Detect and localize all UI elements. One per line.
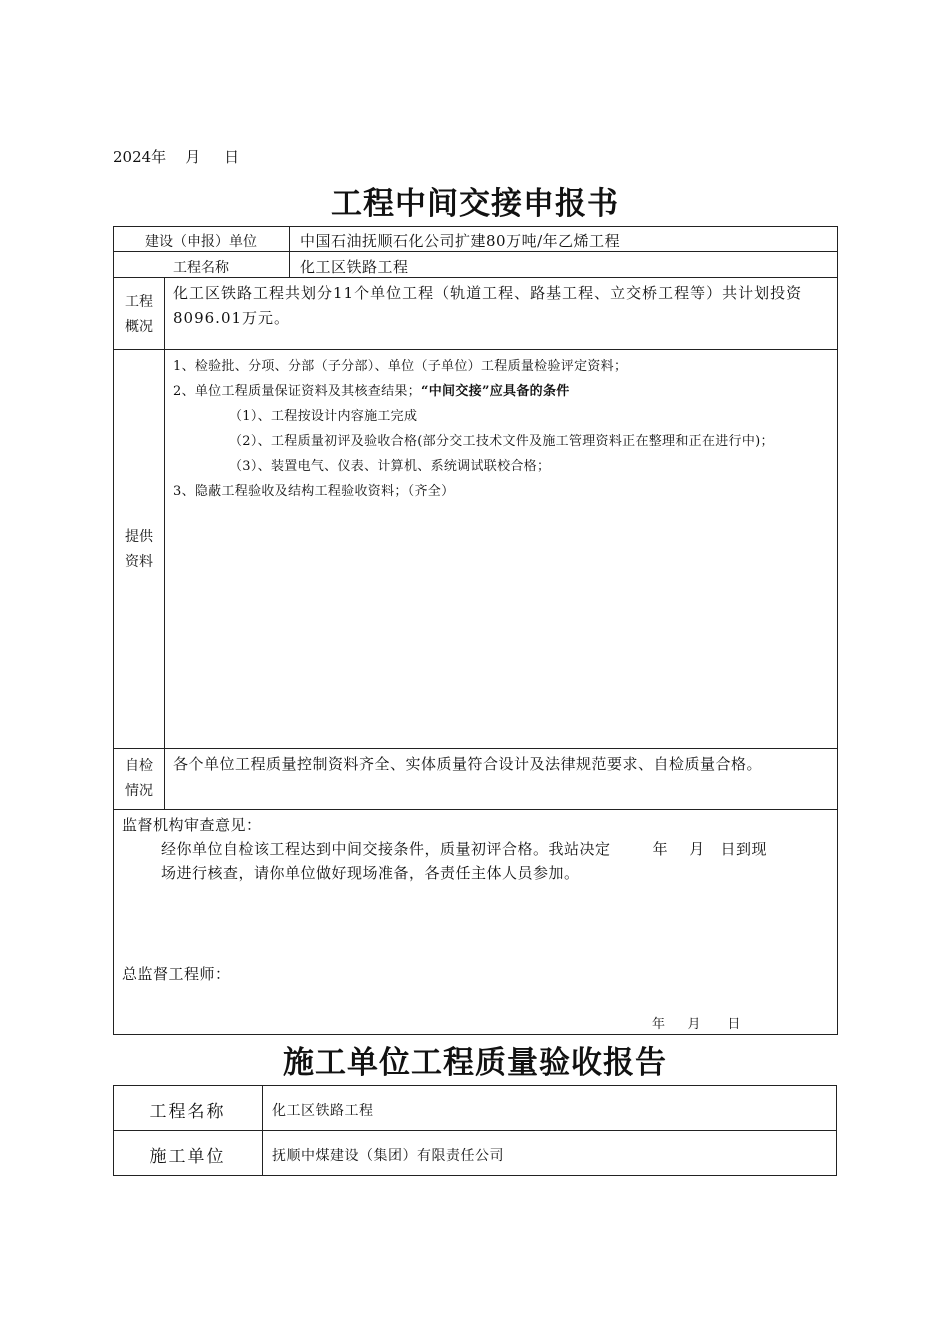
contractor-label: 施工单位 bbox=[149, 1147, 226, 1167]
report-project-name-label: 工程名称 bbox=[149, 1102, 226, 1122]
selfcheck-text: 各个单位工程质量控制资料齐全、实体质量符合设计及法律规范要求、自检质量合格。 bbox=[173, 755, 763, 773]
project-name-value: 化工区铁路工程 bbox=[300, 258, 409, 276]
materials-label: 提供 资料 bbox=[125, 529, 153, 570]
materials-item-1: 1、检验批、分项、分部（子分部）、单位（子单位）工程质量检验评定资料； bbox=[173, 359, 628, 374]
materials-subitem-2: （2）、工程质量初评及验收合格(部分交工技术文件及施工管理资料正在整理和正在进行中)； bbox=[229, 434, 774, 449]
form-title: 工程中间交接申报书 bbox=[331, 186, 619, 222]
overview-label: 工程 概况 bbox=[125, 294, 153, 335]
overview-text: 化工区铁路工程共划分11个单位工程（轨道工程、路基工程、立交桥工程等）共计划投资8096.01万元。 bbox=[173, 284, 803, 327]
materials-item-3: 3、隐蔽工程验收及结构工程验收资料；（齐全） bbox=[173, 484, 455, 499]
report-title: 施工单位工程质量验收报告 bbox=[283, 1045, 667, 1081]
unit-value: 中国石油抚顺石化公司扩建80万吨/年乙烯工程 bbox=[300, 232, 621, 250]
contractor-value: 抚顺中煤建设（集团）有限责任公司 bbox=[272, 1148, 504, 1164]
report-project-name-value: 化工区铁路工程 bbox=[272, 1103, 374, 1119]
materials-subitem-3: （3）、装置电气、仪表、计算机、系统调试联校合格； bbox=[229, 459, 551, 474]
review-text-line2: 场进行核查，请你单位做好现场准备，各责任主体人员参加。 bbox=[161, 864, 580, 882]
project-name-label: 工程名称 bbox=[173, 260, 229, 276]
chief-engineer-label: 总监督工程师： bbox=[122, 965, 231, 983]
review-text-line1: 经你单位自检该工程达到中间交接条件，质量初评合格。我站决定 年 月 日到现 bbox=[161, 840, 768, 858]
selfcheck-label: 自检 情况 bbox=[125, 758, 153, 799]
date-line: 2024年 月 日 bbox=[113, 148, 240, 166]
materials-subitem-1: （1）、工程按设计内容施工完成 bbox=[229, 409, 418, 424]
unit-label: 建设（申报）单位 bbox=[145, 234, 257, 250]
review-heading: 监督机构审查意见： bbox=[122, 816, 262, 834]
sign-date: 年 月 日 bbox=[652, 1017, 741, 1032]
materials-item-2: 2、单位工程质量保证资料及其核查结果；“中间交接”应具备的条件 bbox=[173, 384, 570, 399]
